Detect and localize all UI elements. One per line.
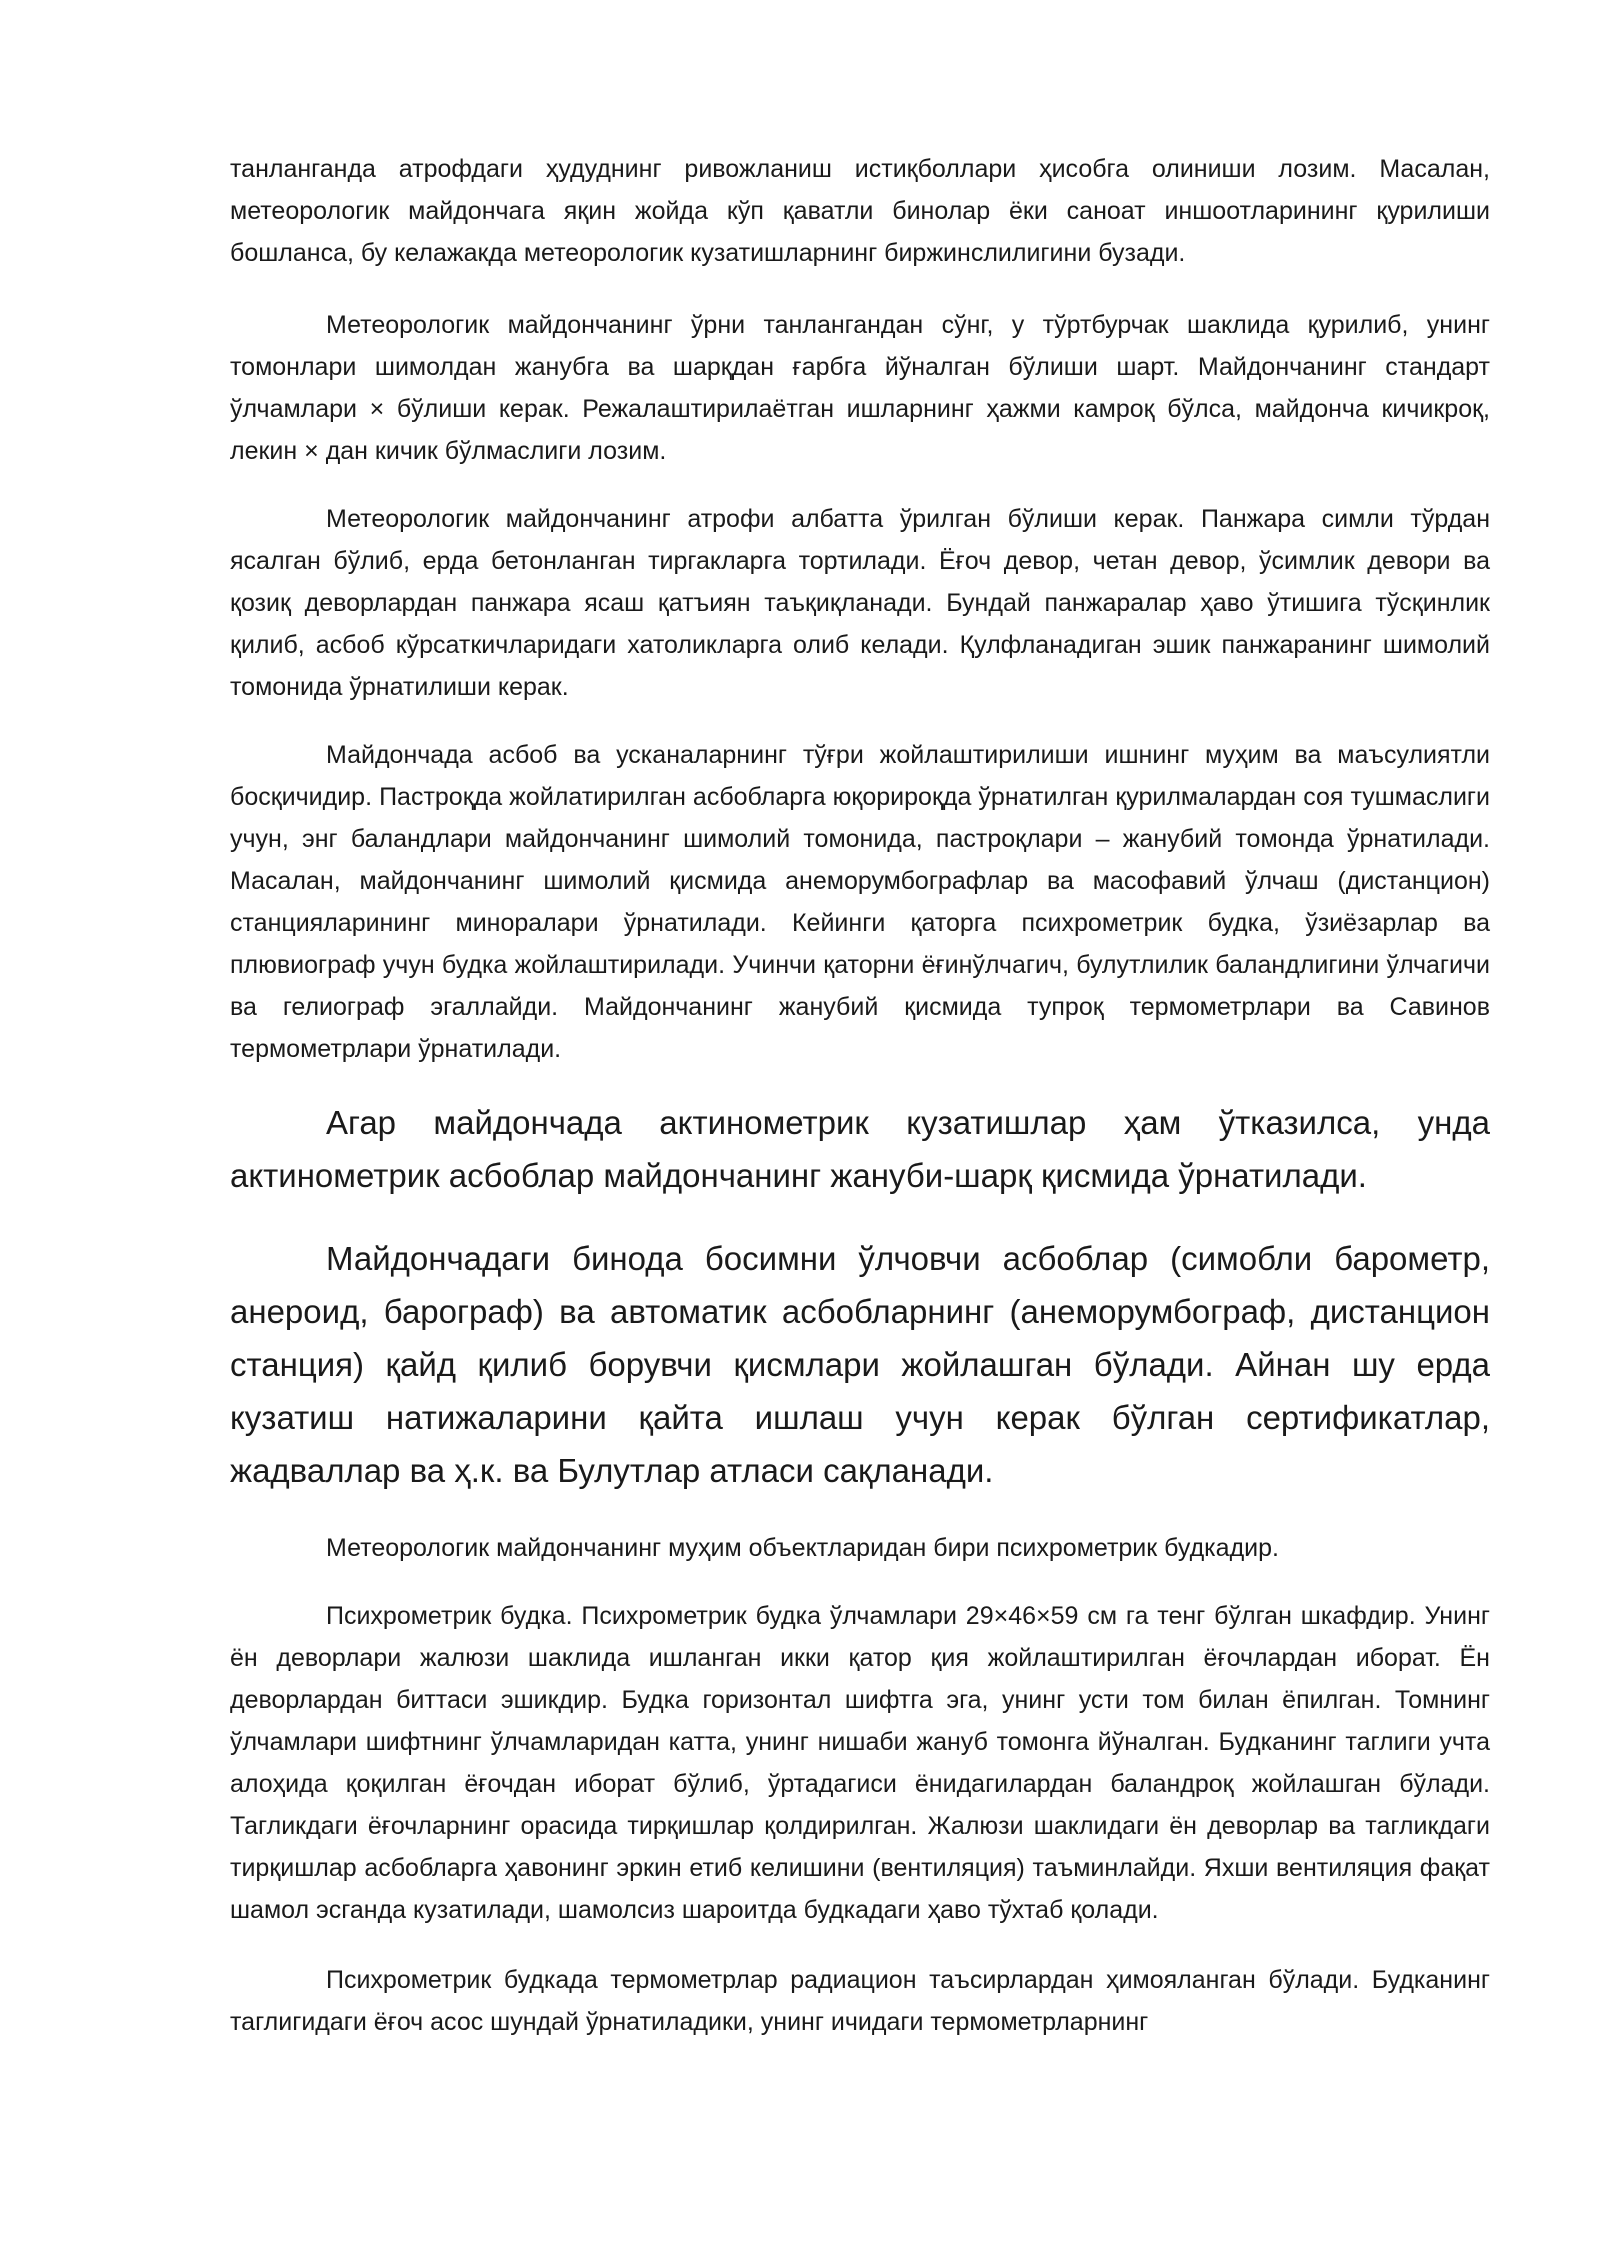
document-page (230, 148, 1490, 2043)
paragraph-7: Метеорологик майдончанинг муҳим объектларидан бири психрометрик будкадир. (326, 1534, 1279, 1562)
paragraph-9: Психрометрик будкада термометрлар радиацион таъсирлардан ҳимояланган бўлади. Будканинг таглигидаги ёғоч асос шундай ўрнатиладики, унинг ичидаги термометрларнинг (230, 1966, 1490, 2036)
paragraph-4: Майдончада асбоб ва усканаларнинг тўғри жойлаштирилиши ишнинг муҳим ва маъсулиятли босқичидир. Пастроқда жойлатирилган асбобларга юқорироқда ўрнатилган қурилмалардан соя тушмаслиги учун, энг баландлари майдончанинг шимолий томонида, пастроқлари – жанубий томонда ўрнатилади. Масалан, майдончанинг шимолий қисмида анеморумбографлар ва масофавий ўлчаш (дистанцион) станцияларининг миноралари ўрнатилади. Кейинги қаторга психрометрик будка, ўзиёзарлар ва плювиограф учун будка жойлаштирилади. Учинчи қаторни ёғинўлчагич, булутлилик баландлигини ўлчагичи ва гелиограф эгаллайди. Майдончанинг жанубий қисмида тупроқ термометрлари ва Савинов термометрлари ўрнатилади. (230, 741, 1490, 1063)
paragraph-1: танланганда атрофдаги ҳудуднинг ривожланиш истиқболлари ҳисобга олиниши лозим. Масалан, метеорологик майдончага яқин жойда кўп қаватли бинолар ёки саноат иншоотларининг қурилиши бошланса, бу келажакда метеорологик кузатишларнинг биржинслилигини бузади. (230, 155, 1490, 267)
paragraph-6: Майдончадаги бинода босимни ўлчовчи асбоблар (симобли барометр, анероид, барограф) ва автоматик асбобларнинг (анеморумбограф, дистанцион станция) қайд қилиб борувчи қисмлари жойлашган бўлади. Айнан шу ерда кузатиш натижаларини қайта ишлаш учун керак бўлган сертификатлар, жадваллар ва ҳ.к. ва Булутлар атласи сақланади. (230, 1240, 1490, 1489)
paragraph-8: Психрометрик будка. Психрометрик будка ўлчамлари 29×46×59 см га тенг бўлган шкафдир. Унинг ён деворлари жалюзи шаклида ишланган икки қатор қия жойлаштирилган ёғочлардан иборат. Ён деворлардан биттаси эшикдир. Будка горизонтал шифтга эга, унинг усти том билан ёпилган. Томнинг ўлчамлари шифтнинг ўлчамларидан катта, унинг нишаби жануб томонга йўналган. Будканинг таглиги учта алоҳида қоқилган ёғочдан иборат бўлиб, ўртадагиси ёнидагилардан баландроқ жойлашган бўлади. Тагликдаги ёғочларнинг орасида тирқишлар қолдирилган. Жалюзи шаклидаги ён деворлар ва тагликдаги тирқишлар асбобларга ҳавонинг эркин етиб келишини (вентиляция) таъминлайди. Яхши вентиляция фақат шамол эсганда кузатилади, шамолсиз шароитда будкадаги ҳаво тўхтаб қолади. (230, 1602, 1490, 1924)
paragraph-5: Агар майдончада актинометрик кузатишлар ҳам ўтказилса, унда актинометрик асбоблар майдончанинг жануби-шарқ қисмида ўрнатилади. (230, 1104, 1490, 1194)
paragraph-2: Метеорологик майдончанинг ўрни танлангандан сўнг, у тўртбурчак шаклида қурилиб, унинг томонлари шимолдан жанубга ва шарқдан ғарбга йўналган бўлиши шарт. Майдончанинг стандарт ўлчамлари × бўлиши керак. Режалаштирилаётган ишларнинг ҳажми камроқ бўлса, майдонча кичикроқ, лекин × дан кичик бўлмаслиги лозим. (230, 311, 1490, 465)
paragraph-3: Метеорологик майдончанинг атрофи албатта ўрилган бўлиши керак. Панжара симли тўрдан ясалган бўлиб, ерда бетонланган тиргакларга тортилади. Ёғоч девор, четан девор, ўсимлик девори ва қозиқ деворлардан панжара ясаш қатъиян таъқиқланади. Бундай панжаралар ҳаво ўтишига тўсқинлик қилиб, асбоб кўрсаткичларидаги хатоликларга олиб келади. Қулфланадиган эшик панжаранинг шимолий томонида ўрнатилиши керак. (230, 505, 1490, 701)
